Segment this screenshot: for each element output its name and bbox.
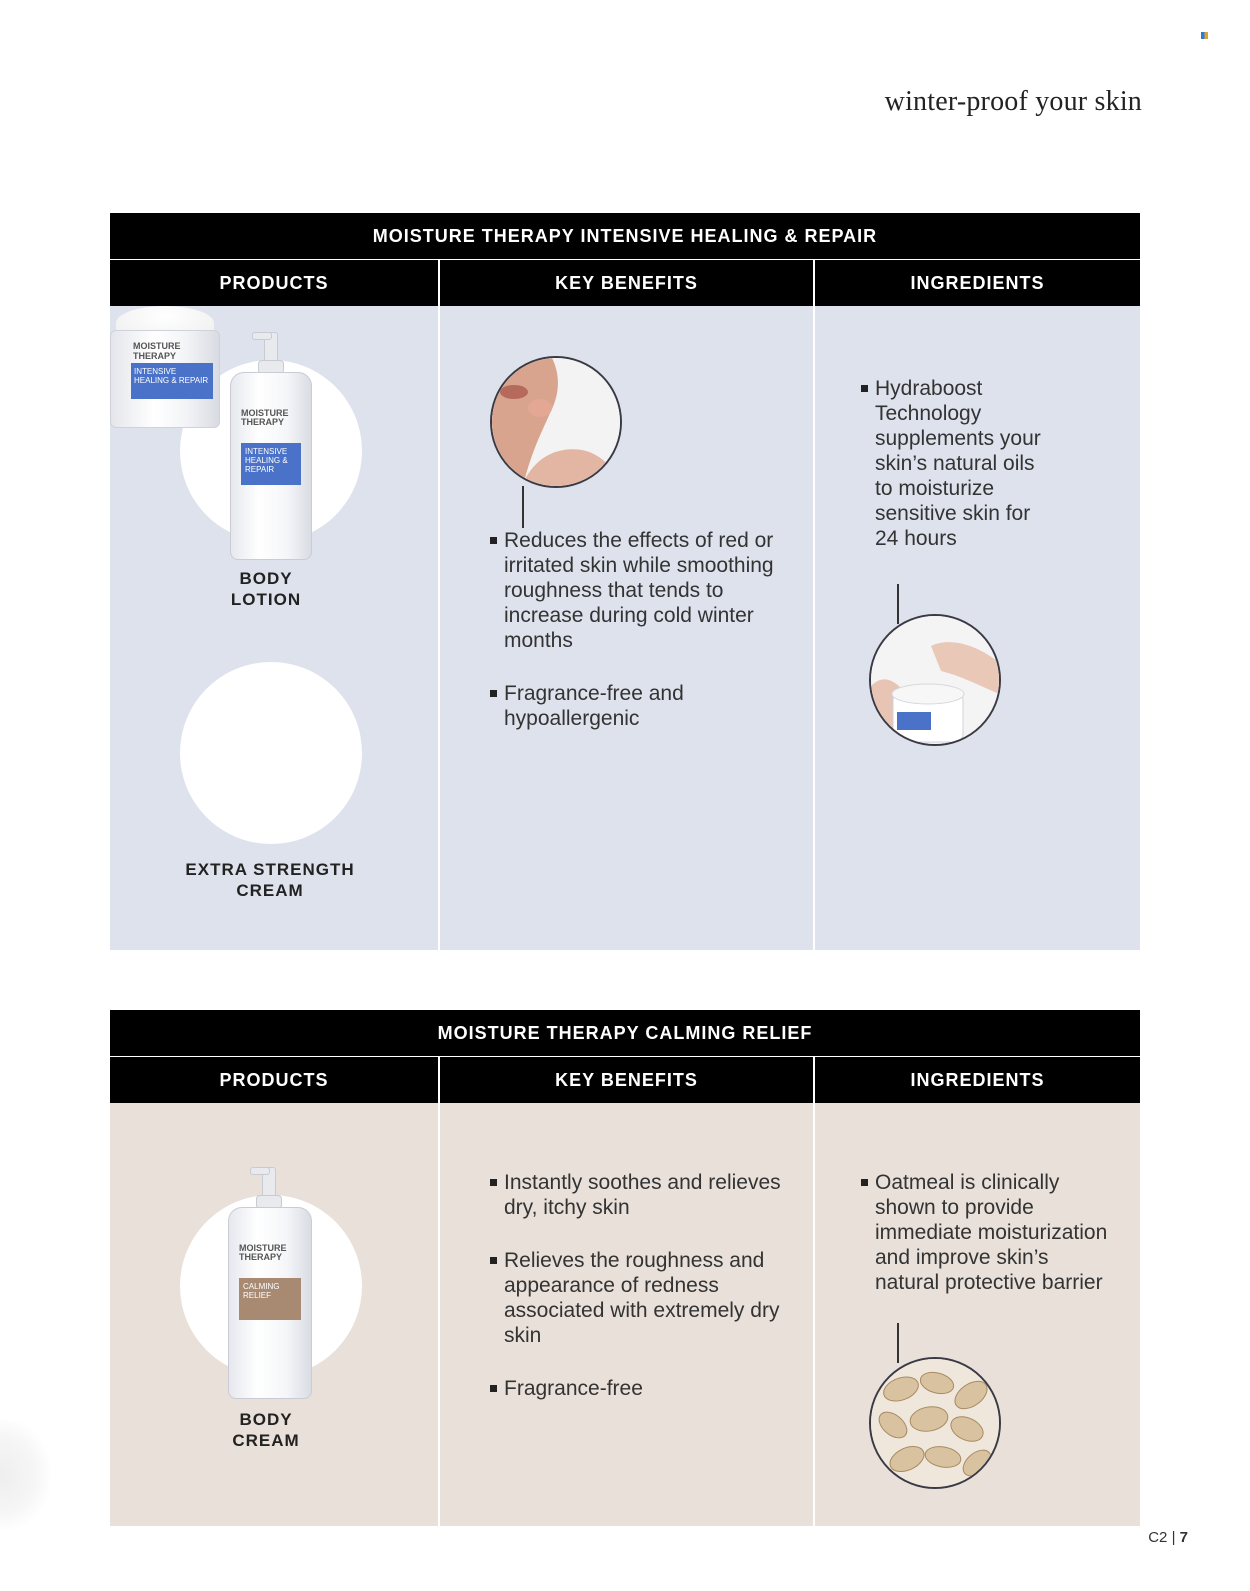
decorative-cream-smear	[0, 1420, 50, 1530]
column-header-key-benefits: KEY BENEFITS	[440, 1057, 813, 1103]
ingredients-cell	[815, 306, 1140, 950]
list-item: Hydraboost Technology supplements your skin’s natural oils to moisturize sensitive skin for 24 hours	[859, 376, 1049, 551]
ingredients-list	[859, 1170, 1109, 1323]
products-cell	[110, 306, 438, 950]
list-item: Relieves the roughness and appearance of redness associated with extremely dry skin	[488, 1248, 788, 1348]
jar-variant-text: INTENSIVE HEALING & REPAIR	[134, 367, 209, 385]
product-name-extra-strength-cream	[150, 859, 390, 901]
section-title: MOISTURE THERAPY CALMING RELIEF	[110, 1010, 1140, 1056]
key-benefits-cell	[440, 306, 813, 950]
product-name-line2: CREAM	[236, 881, 304, 900]
list-item: Fragrance-free	[488, 1376, 788, 1401]
list-item: Reduces the effects of red or irritated skin while smoothing roughness that tends to increase during cold winter months	[488, 528, 788, 653]
page-title: winter-proof your skin	[884, 86, 1142, 117]
product-name-body-lotion	[146, 568, 386, 610]
footer-separator: |	[1171, 1529, 1176, 1546]
footer-section: C2	[1148, 1529, 1168, 1546]
product-name-body-cream	[146, 1409, 386, 1451]
section-intensive-healing	[110, 213, 1140, 950]
irritated-skin-face-photo	[490, 356, 622, 488]
benefits-list	[488, 1170, 788, 1429]
extra-strength-cream-jar-image	[110, 306, 220, 428]
products-cell	[110, 1103, 438, 1526]
key-benefits-cell	[440, 1103, 813, 1526]
jar-label-band	[131, 363, 213, 399]
list-item: Instantly soothes and relieves dry, itchy skin	[488, 1170, 788, 1220]
jar-brand-text: MOISTURE THERAPY	[133, 341, 181, 361]
column-headers	[110, 1057, 1140, 1103]
column-header-ingredients: INGREDIENTS	[815, 260, 1140, 306]
product-name-line1: EXTRA STRENGTH	[185, 860, 355, 879]
callout-connector-line	[897, 584, 899, 624]
benefits-list	[488, 528, 788, 759]
body-lotion-bottle-image	[230, 332, 312, 560]
list-item: Oatmeal is clinically shown to provide immediate moisturization and improve skin’s natural protective barrier	[859, 1170, 1109, 1295]
ingredients-cell	[815, 1103, 1140, 1526]
ingredients-list	[859, 376, 1049, 579]
hand-applying-cream-photo	[869, 614, 1001, 746]
bottle-brand-text: MOISTURE THERAPY	[241, 408, 289, 427]
column-header-ingredients: INGREDIENTS	[815, 1057, 1140, 1103]
column-headers	[110, 260, 1140, 306]
product-name-line1: BODY	[239, 569, 293, 588]
product-name-line1: BODY	[239, 1410, 293, 1429]
product-name-line2: CREAM	[232, 1431, 300, 1450]
callout-connector-line	[522, 486, 524, 528]
corner-color-mark	[1201, 32, 1208, 39]
bottle-variant-text: CALMING RELIEF	[243, 1282, 280, 1300]
column-header-products: PRODUCTS	[110, 1057, 438, 1103]
bottle-variant-text: INTENSIVE HEALING & REPAIR	[245, 447, 288, 474]
section-title: MOISTURE THERAPY INTENSIVE HEALING & REPAIR	[110, 213, 1140, 259]
list-item: Fragrance-free and hypoallergenic	[488, 681, 788, 731]
product-backdrop-circle	[180, 662, 362, 844]
section-body	[110, 306, 1140, 950]
bottle-label-band	[241, 443, 301, 485]
page-number: 7	[1179, 1529, 1188, 1546]
column-header-products: PRODUCTS	[110, 260, 438, 306]
product-name-line2: LOTION	[230, 590, 302, 609]
column-header-key-benefits: KEY BENEFITS	[440, 260, 813, 306]
section-calming-relief	[110, 1010, 1140, 1526]
oatmeal-flakes-photo	[869, 1357, 1001, 1489]
section-body	[110, 1103, 1140, 1526]
bottle-label-band	[239, 1278, 301, 1320]
body-cream-bottle-image	[228, 1167, 312, 1399]
bottle-brand-text: MOISTURE THERAPY	[239, 1243, 287, 1262]
page-footer	[1148, 1529, 1188, 1546]
callout-connector-line	[897, 1323, 899, 1363]
